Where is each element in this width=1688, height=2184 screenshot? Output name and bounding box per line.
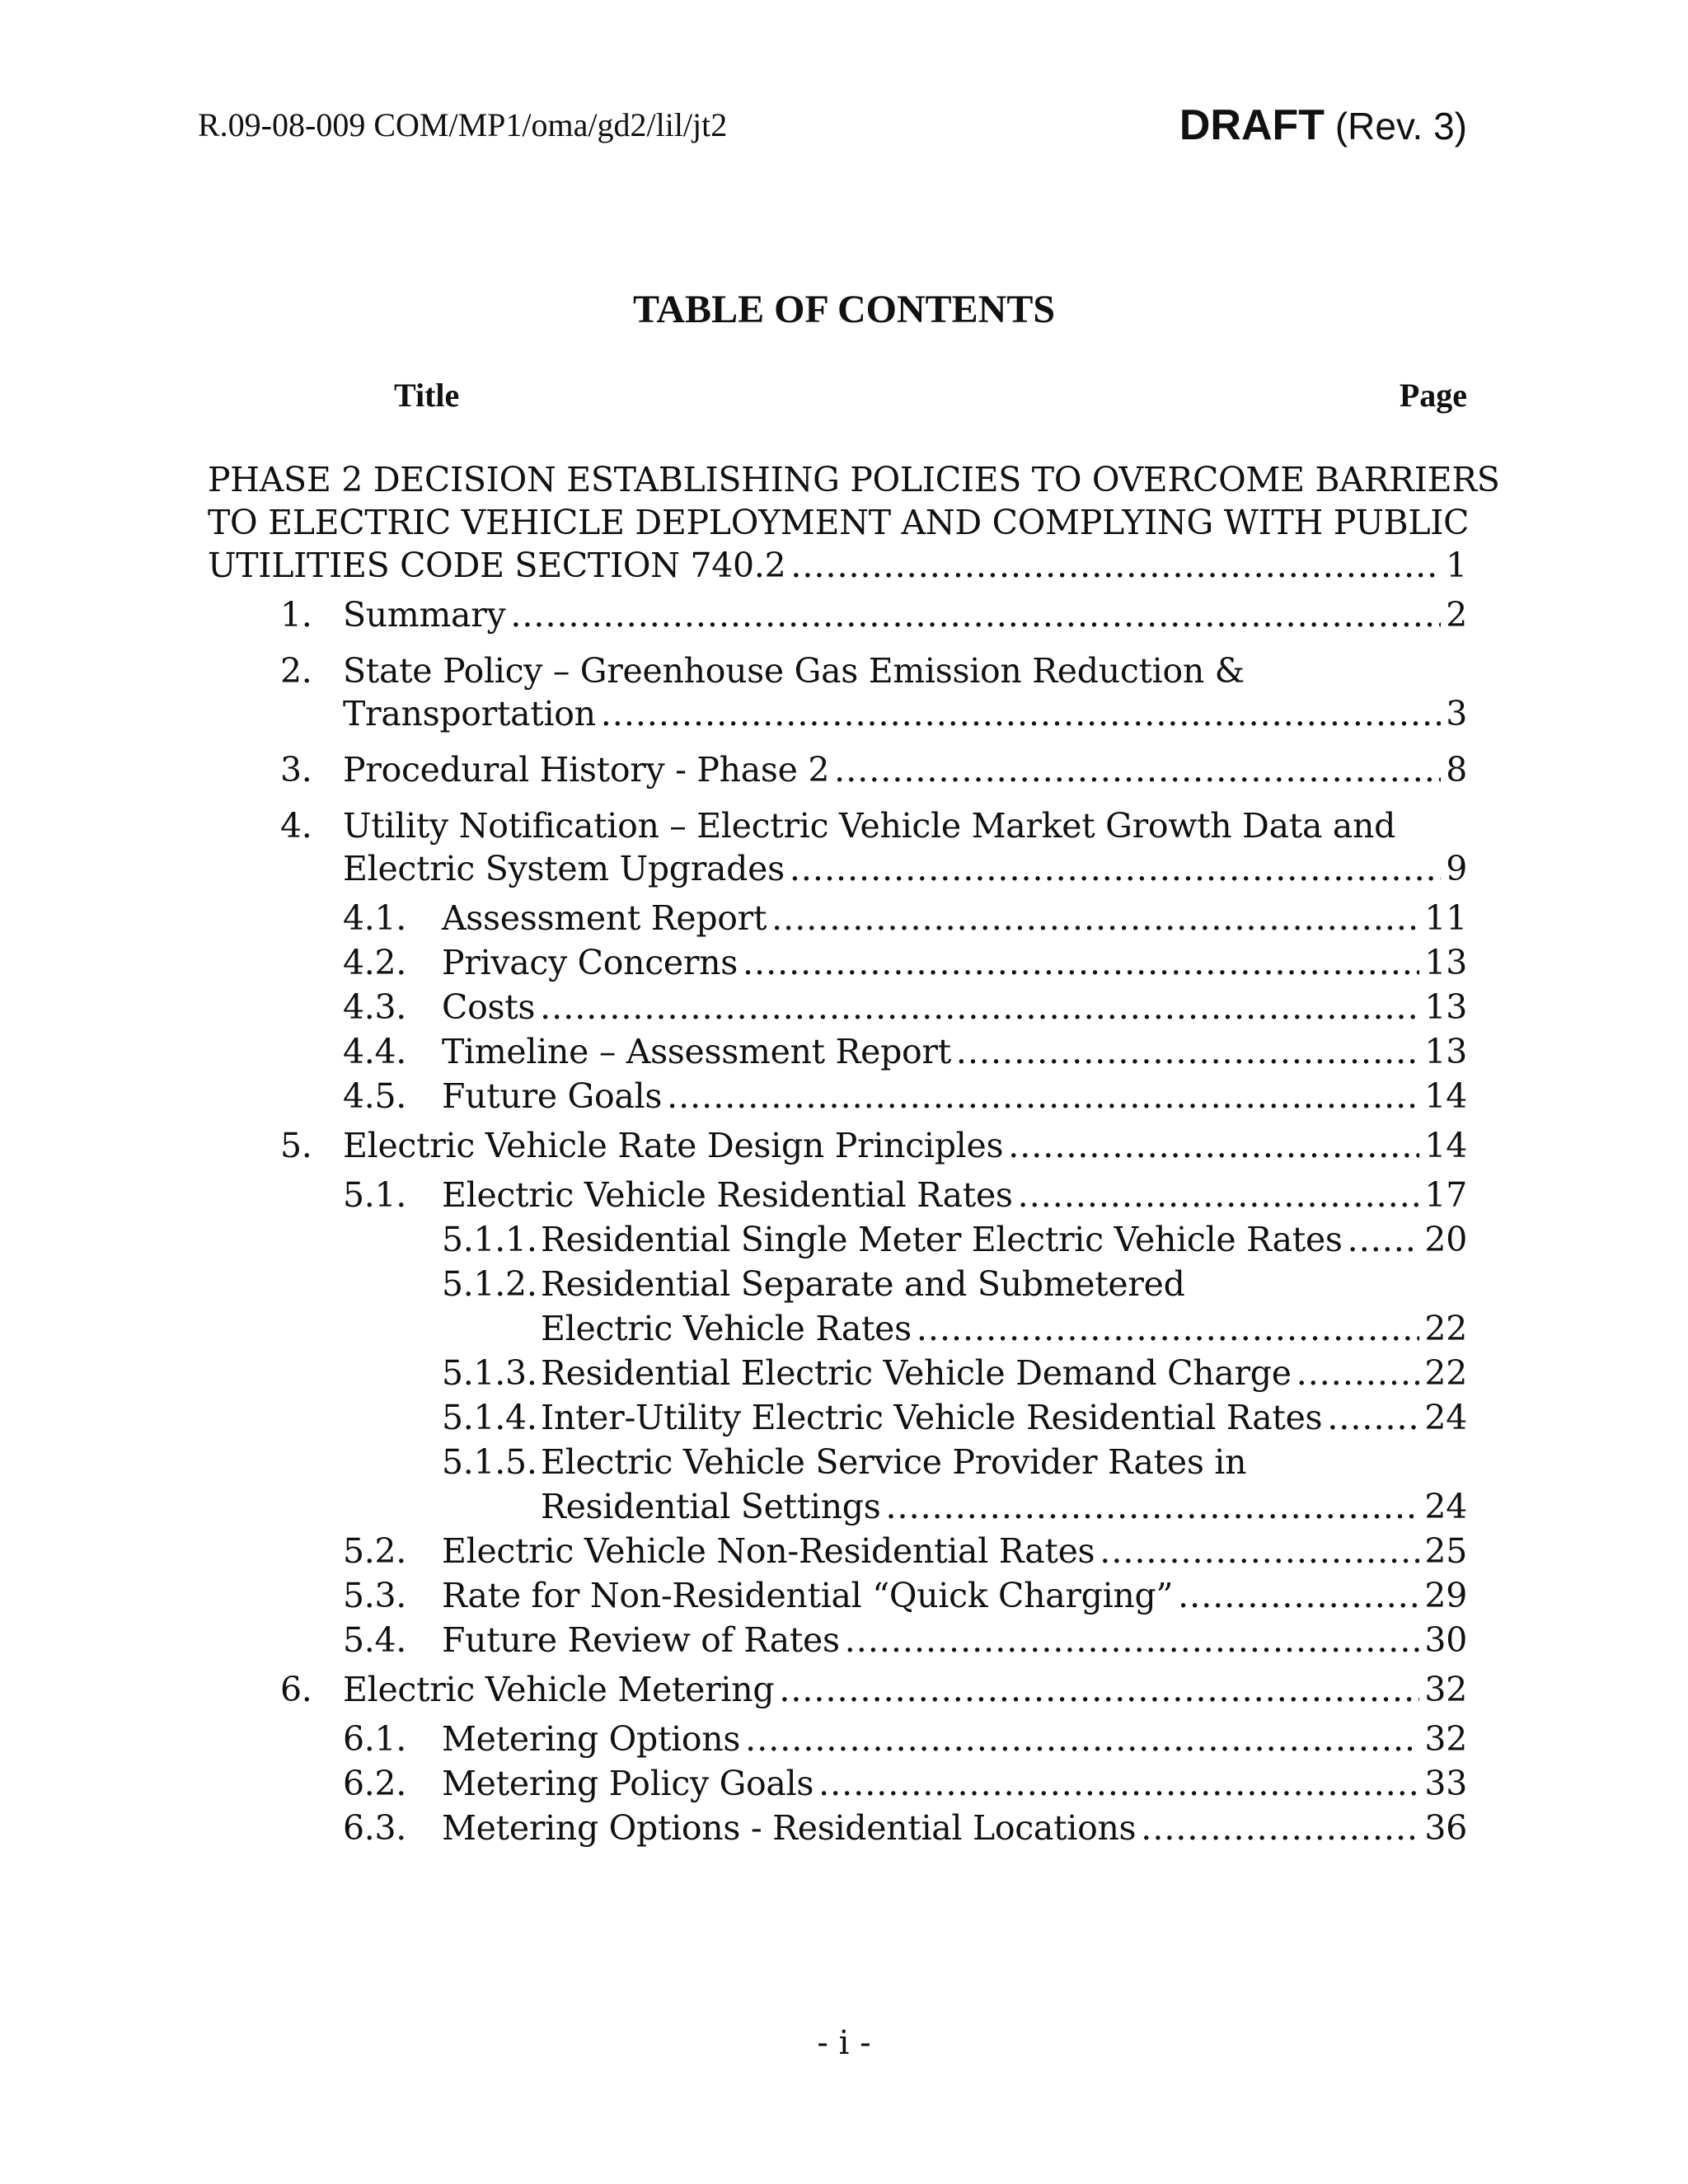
toc-entry[interactable] — [343, 1670, 1467, 1714]
toc-entry[interactable] — [541, 1487, 1467, 1531]
dot-leader — [510, 595, 1441, 635]
toc-entry-text: Costs — [442, 987, 536, 1027]
toc-entry-number: 4. — [280, 806, 312, 846]
toc-entry-text: Electric Vehicle Non-Residential Rates — [442, 1531, 1095, 1571]
revision-label: (Rev. 3) — [1334, 105, 1467, 148]
toc-entry-page: 32 — [1424, 1670, 1467, 1709]
toc-entry-page: 14 — [1424, 1126, 1467, 1165]
toc-entry-page: 22 — [1424, 1309, 1467, 1348]
toc-entry-page: 13 — [1424, 987, 1467, 1027]
toc-entry-number: 6.3. — [343, 1808, 407, 1848]
dot-leader — [956, 1032, 1420, 1071]
toc-entry[interactable] — [442, 1032, 1467, 1076]
dot-leader — [667, 1076, 1419, 1116]
toc-entry-number: 4.2. — [343, 943, 407, 982]
toc-entry-page: 3 — [1446, 694, 1467, 733]
dot-leader — [790, 849, 1441, 888]
toc-entry[interactable] — [541, 1220, 1467, 1264]
toc-entry-number: 5. — [280, 1126, 312, 1165]
toc-entry[interactable] — [541, 1398, 1467, 1442]
toc-entry-text: Residential Single Meter Electric Vehicle Rates — [541, 1220, 1343, 1259]
toc-entry-number: 5.4. — [343, 1620, 407, 1660]
toc-entry-text: Timeline – Assessment Report — [442, 1032, 951, 1071]
toc-entry-page: 9 — [1446, 849, 1467, 888]
dot-leader — [845, 1620, 1420, 1660]
toc-entry-page: 22 — [1424, 1353, 1467, 1393]
toc-entry[interactable] — [442, 1719, 1467, 1764]
toc-entry[interactable] — [442, 943, 1467, 987]
toc-entry-text: Rate for Non-Residential “Quick Charging” — [442, 1576, 1174, 1615]
dot-leader — [771, 898, 1419, 938]
toc-entry-number: 4.1. — [343, 898, 407, 938]
toc-entry-text: Electric System Upgrades — [343, 849, 785, 888]
dot-leader — [1348, 1220, 1420, 1259]
dot-leader — [886, 1487, 1420, 1526]
toc-entry-number: 2. — [280, 651, 312, 691]
toc-entry-text-line1: State Policy – Greenhouse Gas Emission Reduction & — [343, 651, 1245, 691]
toc-entry[interactable] — [343, 849, 1467, 893]
toc-entry-number: 5.2. — [343, 1531, 407, 1571]
column-page-heading: Page — [1399, 377, 1467, 414]
toc-entry-text: Transportation — [343, 694, 596, 733]
column-title-heading: Title — [394, 377, 460, 414]
toc-entry-text: Electric Vehicle Rates — [541, 1309, 912, 1348]
dot-leader — [790, 546, 1441, 585]
dot-leader — [1141, 1808, 1419, 1848]
toc-entry[interactable] — [442, 1531, 1467, 1576]
toc-entry[interactable] — [442, 1764, 1467, 1808]
toc-entry-number: 4.3. — [343, 987, 407, 1027]
toc-entry-number: 4.4. — [343, 1032, 407, 1071]
toc-entry-page: 11 — [1424, 898, 1467, 938]
toc-entry-page: 24 — [1424, 1487, 1467, 1526]
toc-entry-number: 6. — [280, 1670, 312, 1709]
toc-entry[interactable] — [442, 1076, 1467, 1121]
toc-entry-number: 5.1.2. — [442, 1264, 537, 1304]
toc-entry-text: Residential Settings — [541, 1487, 881, 1526]
toc-entry-page: 32 — [1424, 1719, 1467, 1759]
toc-entry-text: Procedural History - Phase 2 — [343, 750, 830, 790]
toc-entry-number: 5.3. — [343, 1576, 407, 1615]
toc-entry-number: 5.1.4. — [442, 1398, 537, 1437]
toc-entry-page: 8 — [1446, 750, 1467, 790]
toc-entry-text: Electric Vehicle Metering — [343, 1670, 775, 1709]
toc-entry-text: Metering Options - Residential Locations — [442, 1808, 1137, 1848]
toc-entry[interactable] — [343, 1126, 1467, 1170]
page-number: - i - — [817, 2024, 871, 2062]
toc-entry-page: 29 — [1424, 1576, 1467, 1615]
toc-entry[interactable] — [541, 1309, 1467, 1353]
toc-entry-page: 17 — [1424, 1175, 1467, 1215]
toc-entry-text: Metering Options — [442, 1719, 741, 1759]
dot-leader — [1008, 1126, 1419, 1165]
toc-entry-text: Future Goals — [442, 1076, 663, 1116]
toc-entry-text-line1: Utility Notification – Electric Vehicle Market Growth Data and — [343, 806, 1396, 846]
toc-entry[interactable] — [442, 1576, 1467, 1620]
toc-entry[interactable] — [442, 898, 1467, 943]
toc-entry-number: 3. — [280, 750, 312, 790]
dot-leader — [540, 987, 1419, 1027]
toc-entry-number: 4.5. — [343, 1076, 407, 1116]
toc-entry-page: 24 — [1424, 1398, 1467, 1437]
dot-leader — [1296, 1353, 1420, 1393]
toc-entry-page: 13 — [1424, 943, 1467, 982]
toc-entry-number: 5.1. — [343, 1175, 407, 1215]
dot-leader — [834, 750, 1441, 790]
toc-entry-number: 5.1.5. — [442, 1442, 537, 1482]
dot-leader — [917, 1309, 1420, 1348]
toc-entry-page: 1 — [1446, 546, 1467, 585]
draft-word: DRAFT — [1179, 101, 1325, 149]
draft-label — [1179, 101, 1467, 150]
toc-entry-page: 2 — [1446, 595, 1467, 635]
toc-entry-page: 36 — [1424, 1808, 1467, 1848]
toc-entry-number: 6.2. — [343, 1764, 407, 1803]
toc-entry-number: 5.1.1. — [442, 1220, 537, 1259]
toc-entry-text: Metering Policy Goals — [442, 1764, 814, 1803]
toc-entry-text-line1: Electric Vehicle Service Provider Rates in — [541, 1442, 1247, 1482]
dot-leader — [1327, 1398, 1419, 1437]
dot-leader — [1100, 1531, 1419, 1571]
toc-entry[interactable] — [442, 1175, 1467, 1220]
toc-entry-text: Residential Electric Vehicle Demand Charge — [541, 1353, 1292, 1393]
toc-entry-text: Privacy Concerns — [442, 943, 738, 982]
dot-leader — [779, 1670, 1419, 1709]
toc-entry-text: Assessment Report — [442, 898, 767, 938]
dot-leader — [601, 694, 1441, 733]
toc-entry-text: UTILITIES CODE SECTION 740.2 — [208, 546, 786, 585]
toc-entry-number: 6.1. — [343, 1719, 407, 1759]
toc-entry[interactable] — [343, 694, 1467, 738]
dot-leader — [745, 1719, 1419, 1759]
dot-leader — [1018, 1175, 1420, 1215]
toc-entry-page: 13 — [1424, 1032, 1467, 1071]
dot-leader — [818, 1764, 1419, 1803]
toc-entry[interactable] — [442, 987, 1467, 1032]
toc-entry-text-line1: Residential Separate and Submetered — [541, 1264, 1185, 1304]
toc-entry-page: 14 — [1424, 1076, 1467, 1116]
toc-entry-text: Electric Vehicle Rate Design Principles — [343, 1126, 1004, 1165]
toc-entry-number: 5.1.3. — [442, 1353, 537, 1393]
toc-entry[interactable] — [343, 595, 1467, 640]
toc-entry-page: 20 — [1424, 1220, 1467, 1259]
toc-entry-text: Inter-Utility Electric Vehicle Residential Rates — [541, 1398, 1323, 1437]
toc-entry-text: Future Review of Rates — [442, 1620, 840, 1660]
toc-entry-page: 30 — [1424, 1620, 1467, 1660]
toc-main-line-1: PHASE 2 DECISION ESTABLISHING POLICIES TO OVERCOME BARRIERS — [208, 460, 1500, 499]
toc-main-line-2: TO ELECTRIC VEHICLE DEPLOYMENT AND COMPLYING WITH PUBLIC — [208, 503, 1470, 542]
docket-number: R.09-08-009 COM/MP1/oma/gd2/lil/jt2 — [198, 106, 728, 143]
toc-entry-text: Electric Vehicle Residential Rates — [442, 1175, 1013, 1215]
toc-entry-page: 33 — [1424, 1764, 1467, 1803]
toc-entry[interactable] — [343, 750, 1467, 794]
toc-entry[interactable] — [541, 1353, 1467, 1398]
toc-entry-number: 1. — [280, 595, 312, 635]
toc-title: TABLE OF CONTENTS — [632, 288, 1056, 331]
dot-leader — [743, 943, 1419, 982]
toc-entry-main[interactable] — [208, 546, 1467, 590]
toc-entry[interactable] — [442, 1808, 1467, 1853]
dot-leader — [1178, 1576, 1419, 1615]
toc-entry-page: 25 — [1424, 1531, 1467, 1571]
toc-entry[interactable] — [442, 1620, 1467, 1665]
toc-entry-text: Summary — [343, 595, 506, 635]
